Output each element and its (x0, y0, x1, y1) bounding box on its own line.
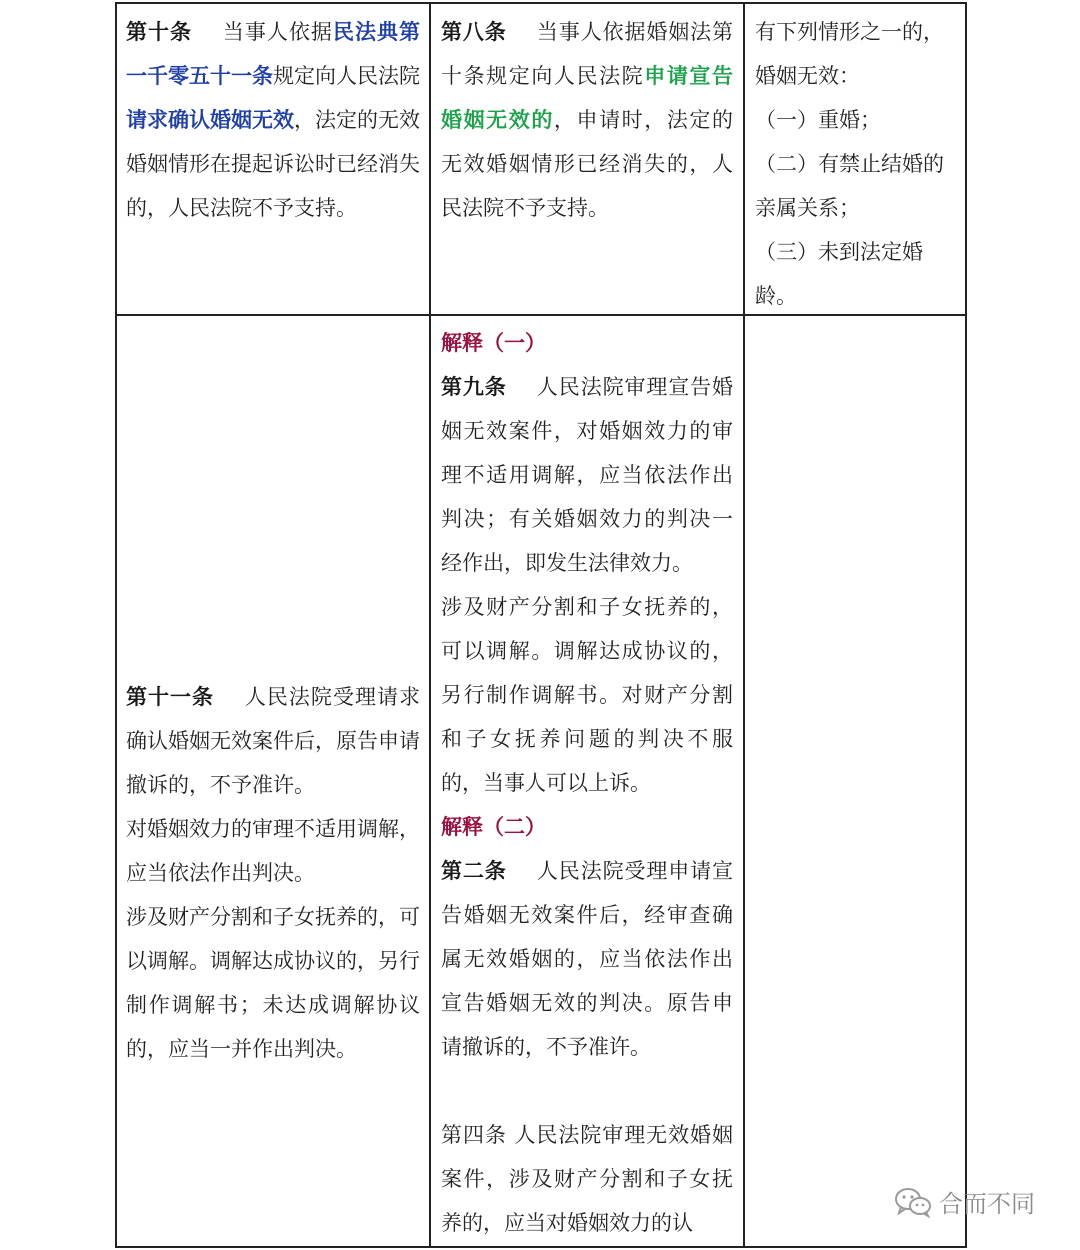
paragraph: 涉及财产分割和子女抚养的，可以调解。调解达成协议的，另行制作调解书。对财产分割和子女抚养问题的判决不服的，当事人可以上诉。 (441, 595, 733, 795)
article-text: 人民法院受理申请宣告婚姻无效案件后，经审查确属无效婚姻的，应当依法作出宣告婚姻无效的判决。原告申请撤诉的，不予准许。 (441, 859, 734, 1059)
list-item: （一）重婚； (755, 108, 881, 132)
interpretation-1-heading: 解释（一） (441, 330, 546, 355)
article-9-paragraph (441, 365, 733, 585)
list-item: （二）有禁止结婚的亲属关系； (755, 152, 944, 220)
row1-interpretation-cell (441, 10, 733, 230)
paragraph: 对婚姻效力的审理不适用调解，应当依法作出判决。 (126, 817, 420, 885)
row1-marriage-law-cell (755, 10, 961, 318)
article-text: 当事人依据婚姻法第十条规定向人民法院 (441, 20, 734, 88)
article-8-paragraph (441, 10, 733, 230)
article-label: 第八条 (441, 19, 507, 44)
row2-civil-code-cell (126, 675, 420, 1071)
article-label: 第十一条 (126, 684, 215, 709)
column-divider (743, 4, 745, 1246)
wechat-icon (893, 1186, 933, 1218)
row1-civil-code-cell (126, 10, 420, 230)
article-text: 规定向人民法院 (273, 64, 420, 88)
watermark-text: 合而不同 (939, 1190, 1035, 1218)
column-divider (429, 4, 431, 1246)
watermark (893, 1184, 1035, 1219)
highlight-application: 申请宣告婚姻无效的 (441, 63, 733, 132)
spacer (441, 1069, 733, 1113)
paragraph: 涉及财产分割和子女抚养的，可以调解。调解达成协议的，另行制作调解书；未达成调解协议的，应当一并作出判决。 (126, 905, 420, 1061)
interpretation-2-heading: 解释（二） (441, 814, 546, 839)
article-10-paragraph (126, 10, 420, 230)
marriage-law-intro: 有下列情形之一的，婚姻无效： (755, 20, 944, 88)
article-text: 当事人依据 (222, 20, 333, 44)
article-text: 人民法院受理请求确认婚姻无效案件后，原告申请撤诉的，不予准许。 (126, 685, 421, 797)
article-label: 第九条 (441, 374, 507, 399)
highlight-code-reference: 民法典第一千零五十一条 (126, 19, 421, 88)
article-text: 人民法院审理宣告婚姻无效案件，对婚姻效力的审理不适用调解，应当依法作出判决；有关婚姻效力的判决一经作出，即发生法律效力。 (441, 375, 734, 575)
article-11-paragraph (126, 675, 420, 807)
article-2-paragraph (441, 849, 733, 1069)
row2-interpretation-cell (441, 321, 733, 1245)
article-text: ，法定的无效婚姻情形在提起诉讼时已经消失的，人民法院不予支持。 (126, 108, 420, 220)
article-4-paragraph: 第四条 人民法院审理无效婚姻案件，涉及财产分割和子女抚养的，应当对婚姻效力的认 (441, 1123, 733, 1235)
article-label: 第二条 (441, 858, 507, 883)
article-text: ，申请时，法定的无效婚姻情形已经消失的，人民法院不予支持。 (441, 108, 734, 220)
article-label: 第十条 (126, 19, 193, 44)
highlight-request: 请求确认婚姻无效 (126, 107, 294, 132)
list-item: （三）未到法定婚龄。 (755, 240, 923, 308)
